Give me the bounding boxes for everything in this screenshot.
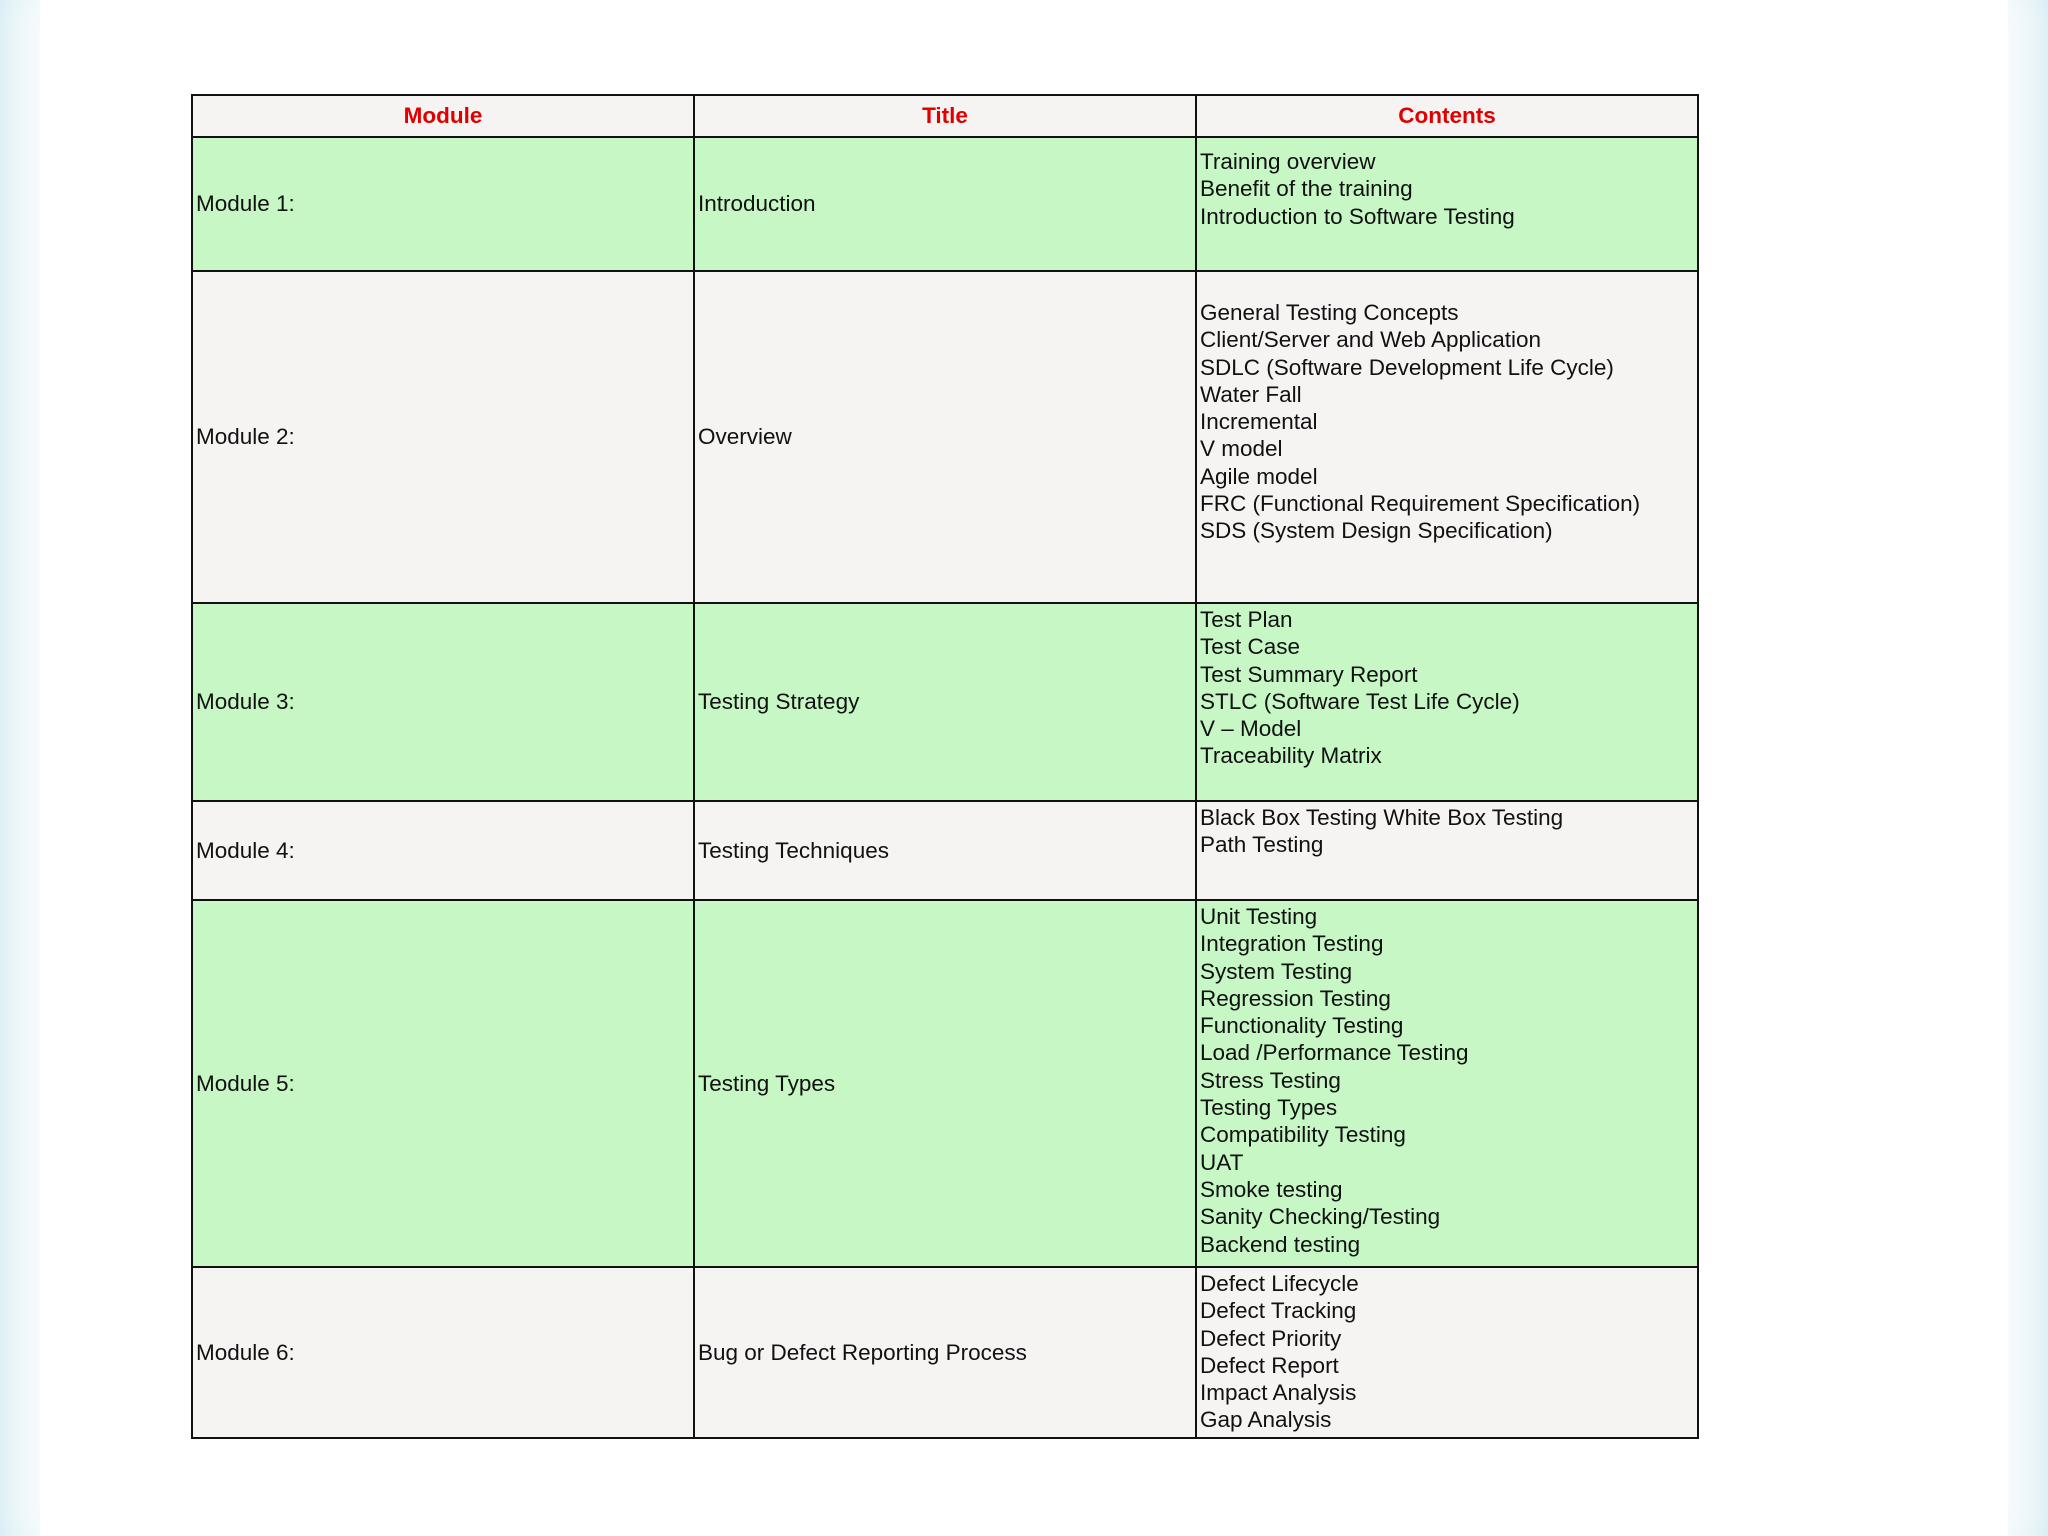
contents-item: Test Case xyxy=(1200,634,1301,660)
contents-item: Training overview xyxy=(1200,149,1376,174)
table-row xyxy=(192,137,1698,271)
title-cell: Introduction xyxy=(694,137,1196,271)
contents-cell xyxy=(1196,1267,1698,1438)
contents-item: Test Summary Report xyxy=(1200,661,1418,687)
header-title: Title xyxy=(694,95,1196,137)
contents-item: Smoke testing xyxy=(1200,1176,1343,1202)
contents-item: Unit Testing xyxy=(1200,904,1318,929)
contents-item: Testing Types xyxy=(1200,1095,1338,1121)
contents-item: Defect Lifecycle xyxy=(1200,1271,1359,1296)
contents-item: SDLC (Software Development Life Cycle) xyxy=(1200,354,1614,380)
contents-item: UAT xyxy=(1200,1149,1244,1175)
module-cell: Module 3: xyxy=(192,603,694,801)
contents-item: Functionality Testing xyxy=(1200,1013,1404,1039)
contents-item: Compatibility Testing xyxy=(1200,1122,1406,1148)
contents-cell xyxy=(1196,271,1698,603)
contents-item: FRC (Functional Requirement Specification) xyxy=(1200,491,1641,517)
contents-item: Water Fall xyxy=(1200,381,1302,407)
contents-item: V – Model xyxy=(1200,716,1302,742)
contents-item: Agile model xyxy=(1200,463,1318,489)
contents-item: Defect Tracking xyxy=(1200,1298,1357,1324)
header-module: Module xyxy=(192,95,694,137)
contents-item: Test Plan xyxy=(1200,607,1293,632)
header-contents: Contents xyxy=(1196,95,1698,137)
contents-cell xyxy=(1196,900,1698,1267)
contents-item: Path Testing xyxy=(1200,832,1324,858)
contents-item: Backend testing xyxy=(1200,1231,1361,1257)
contents-item: Traceability Matrix xyxy=(1200,743,1382,769)
contents-cell xyxy=(1196,137,1698,271)
table-row xyxy=(192,271,1698,603)
contents-item: STLC (Software Test Life Cycle) xyxy=(1200,688,1520,714)
module-cell: Module 1: xyxy=(192,137,694,271)
contents-item: SDS (System Design Specification) xyxy=(1200,518,1553,544)
contents-item: Regression Testing xyxy=(1200,985,1391,1011)
module-cell: Module 2: xyxy=(192,271,694,603)
module-cell: Module 4: xyxy=(192,801,694,900)
contents-cell xyxy=(1196,603,1698,801)
module-cell: Module 6: xyxy=(192,1267,694,1438)
module-cell: Module 5: xyxy=(192,900,694,1267)
contents-item: Incremental xyxy=(1200,409,1318,435)
title-cell: Bug or Defect Reporting Process xyxy=(694,1267,1196,1438)
table-row xyxy=(192,801,1698,900)
contents-item: Sanity Checking/Testing xyxy=(1200,1204,1441,1230)
contents-item: General Testing Concepts xyxy=(1200,300,1459,325)
title-cell: Testing Strategy xyxy=(694,603,1196,801)
contents-item: Black Box Testing White Box Testing xyxy=(1200,805,1564,830)
contents-cell xyxy=(1196,801,1698,900)
contents-item: Load /Performance Testing xyxy=(1200,1040,1469,1066)
table-row xyxy=(192,900,1698,1267)
contents-item: Defect Report xyxy=(1200,1352,1339,1378)
table-row xyxy=(192,1267,1698,1438)
contents-item: Defect Priority xyxy=(1200,1325,1342,1351)
contents-item: Benefit of the training xyxy=(1200,176,1413,202)
contents-item: V model xyxy=(1200,436,1283,462)
contents-item: System Testing xyxy=(1200,958,1353,984)
contents-item: Stress Testing xyxy=(1200,1067,1341,1093)
contents-item: Impact Analysis xyxy=(1200,1380,1357,1406)
title-cell: Testing Techniques xyxy=(694,801,1196,900)
table-row xyxy=(192,603,1698,801)
title-cell: Testing Types xyxy=(694,900,1196,1267)
contents-item: Introduction to Software Testing xyxy=(1200,203,1515,229)
contents-item: Gap Analysis xyxy=(1200,1407,1332,1433)
contents-item: Client/Server and Web Application xyxy=(1200,327,1542,353)
contents-item: Integration Testing xyxy=(1200,931,1384,957)
syllabus-table xyxy=(191,94,1699,1439)
title-cell: Overview xyxy=(694,271,1196,603)
header-row xyxy=(192,95,1698,137)
